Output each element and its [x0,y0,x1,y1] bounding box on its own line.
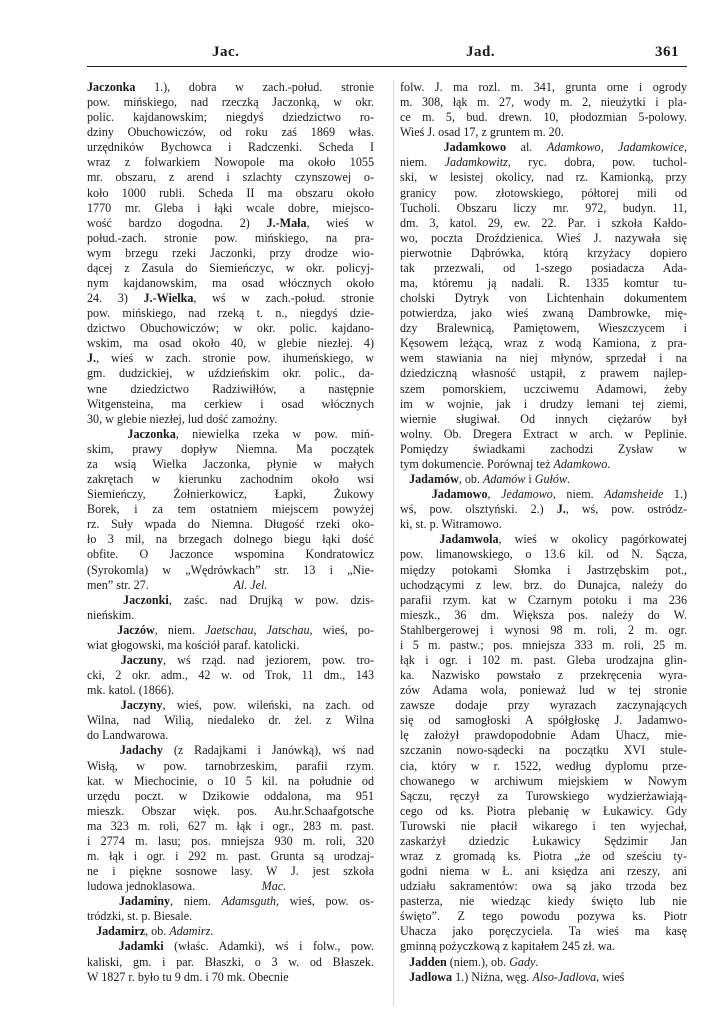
text-line: niem. Jadamkowitz, ryc. dobra, pow. tuchol- [400,155,687,170]
text-line: potwierdza, jako wieś zwaną Dambrowke, mię- [400,306,687,321]
text-line: Witgensteina, ma cerkiew i osad włócznych [87,396,374,411]
text-line: wem stawiania na niej młynów, sprzedał i na [400,351,687,366]
text-line: Borek, i za tem ostatniem miejscem powyżej [87,502,374,517]
running-header-center: Jad. [466,44,496,60]
text-line: Jaczonka 1.), dobra w zach.-połud. stronie [87,80,374,94]
text-line: koło 1000 rubli. Scheda II ma obszaru około [87,185,374,200]
text-line: gm. dudzickiej, w uździeńskim okr. polic., da- [87,366,374,381]
text-line: Stahlbergerowej i wynosi 98 m. roli, 2 m. ogr. [400,622,687,637]
text-line: do Landwarowa. [87,728,169,743]
text-line: ne i piękne sosnowe lasy. W J. jest szkoła [87,864,374,879]
text-line: dziedziczną własność ustąpił, z prawem najlep- [400,366,687,381]
text-line: ma, któremu ją nadali. R. 1335 komtur tu- [400,276,687,291]
text-line: Wisłą, w pow. tarnobrzeskim, parafii rzym. [87,758,374,773]
text-line: Jadamki (właśc. Adamki), wś i folw., pow. [118,939,374,954]
text-line: ski, w lesistej okolicy, nad rz. Kamionką, przy [400,170,687,185]
column-divider [393,80,394,1006]
text-line: gminną pożyczkową z kapitałem 245 zł. wa. [400,939,615,954]
text-line: Jaczonki, zaśc. nad Drujką w pow. dzis- [123,592,374,607]
running-header-left: Jac. [212,44,240,60]
text-line: Jaczyny, wieś, pow. wileński, na zach. od [120,698,374,713]
text-line: zaskarżył dziedzic Łukawicy Sędzimir Jan [400,833,687,848]
text-line: ka. Nazwisko powstało z przekręcenia wyra- [400,668,687,683]
text-line: zakrętach w kierunku zachodnim około wsi [87,472,374,487]
text-line: chowanego w archiwum miejskiem w Nowym [400,773,687,788]
text-line: dzictwo Obuchowiczów; w okr. polic. kajdano- [87,321,374,336]
text-line: Tucholi. Obszaru liczy mr. 972, budyn. 11, [400,200,687,215]
text-line: mk. katol. (1866). [87,683,174,698]
text-line: cego od ks. Piotra plebanię w Łukawicy. Gdy [400,803,687,818]
text-line: Uhacza jako poręczyciela. Ta wieś ma kasę [400,924,687,939]
text-line: pow. limanowskiego, o 13.6 kil. od N. Sącza, [400,547,687,562]
text-line: Jaczuny, wś rząd. nad jeziorem, pow. tro- [120,652,374,667]
text-line: urzędników Bychowca i Radczenki. Scheda I [87,140,374,155]
text-line: obfite. O Jaczonce wspomina Kondratowicz [87,547,374,562]
text-line: szczanin nowo-sądecki na początku XVI stule- [400,743,687,758]
text-line: m. 308, łąk m. 27, wody m. 2, nieużytki i pla- [400,95,687,110]
text-line: dm. 3, katol. 29, ew. 22. Par. i szkoła Kałdo- [400,215,687,230]
text-line: ludowa jednoklasowa. Mac. [87,879,287,894]
text-line: Jadamów, ob. Adamów i Gułów. [409,472,571,487]
text-line: wskim, ma osad około 40, w glebie niezłej. 4) [87,336,374,351]
text-line: zawsze dodaje przy wyrazach zaczynających [400,698,687,713]
text-line: dziny Obuchowiczów, od roku zaś 1869 włas. [87,125,374,140]
text-line: dącej z Zasula do Siemieńczyc, w okr. policyj- [87,260,374,275]
text-line: Turowski nie płacił wikarego i ten wyjechał, [400,818,687,833]
text-line: uchodzącymi z lew. brz. do Dunajca, należy do [400,577,687,592]
text-line: wiernie sługiwał. Od innych ciężarów był [400,411,687,426]
text-line: wo, poczta Droździenica. Wieś J. nazywała się [400,230,687,245]
text-line: nym kajdanowskim, ma osad włócznych około [87,276,374,291]
text-line: ce m. 5, bud. drewn. 10, płodozmian 5-polowy. [400,110,687,125]
text-line: mieszk. Obszar więk. pos. Au.hr.Schaafgotsche [87,803,374,818]
text-line: wś, pow. olsztyński. 2.) J., wś, pow. ostródz- [400,502,687,517]
text-line: wym brzegu rzeki Jaczonki, przy drodze wio- [87,245,374,260]
text-line: J., wieś w zach. stronie pow. ihumeńskiego, w [87,351,374,366]
text-line: Jadden (niem.), ob. Gady. [409,954,539,969]
text-line: Jadamwola, wieś w okolicy pagórkowatej [439,532,687,547]
text-line: wiat głogowski, ma kościół paraf. katolicki. [87,637,300,652]
text-line: godni niema w Ł. ani księdza ani rzeszy, ani [400,864,687,879]
text-line: cia, który w r. 1522, według dyplomu prze- [400,758,687,773]
text-line: Pomiędzy świadkami zachodzi Zysław w [400,441,687,456]
text-line: lę założył prawdopodobnie Adam Uhacz, mie- [400,728,687,743]
text-line: pasterza, nie wiedząc kiedy święto lub nie [400,894,687,909]
text-line: wne dziedzictwo Radziwiłłów, a następnie [87,381,374,396]
text-line: ki, st. p. Witramowo. [400,517,502,532]
text-line: nieńskim. [87,607,135,622]
text-line: Sączu, ręczył za Turowskiego wydzierżawiają- [400,788,687,803]
text-line: ło 3 mil, na brzegach dolnego biegu łąki dość [87,532,374,547]
text-line: ma 323 m. roli, 627 m. łąk i ogr., 283 m. past. [87,818,374,833]
text-line: święto”. Z tego powodu pozywa ks. Piotr [400,909,687,924]
text-line: Jadamkowo al. Adamkowo, Jadamkowice, [443,140,687,155]
right-text-column [400,80,687,985]
text-line: pow. mińskiego, nad rzeką t. n., niegdyś dzie- [87,306,374,321]
text-line: folw. J. ma rozl. m. 341, grunta orne i ogrody [400,80,687,94]
text-line: kat. w Miechocinie, o 10 5 kil. na południe od [87,773,374,788]
text-line: urzędu poczt. w Dzikowie oddalona, ma 951 [87,788,374,803]
text-line: 1770 mr. Gleba i łąki wcale dobre, miejsco- [87,200,374,215]
text-line: się od samogłoski A spółgłoskę J. Jadamwo- [400,713,687,728]
text-line: między potokami Słomka i Jastrzębskim pot., [400,562,687,577]
text-line: Jaczów, niem. Jaetschau, Jatschau, wieś, po- [117,622,374,637]
text-line: Jadamirz, ob. Adamirz. [96,924,214,939]
text-line: Siemieńczy, Żołnierkowicz, Łapki, Żukowy [87,487,374,502]
text-line: m. łąk i ogr. i 292 m. past. Grunta są urodzaj- [87,848,374,863]
text-line: i 2774 m. lasu; pos. mniejsza 930 m. roli, 320 [87,833,374,848]
text-line: wraz z folwarkiem Nowopole ma około 1055 [87,155,374,170]
header-rule [87,66,687,67]
text-line: mieszk., 36 dm. Większa pos. należy do W. [400,607,687,622]
text-line: szem pomorskiem, uczciwemu Adamowi, żeby [400,381,687,396]
text-line: 30, w glebie niezłej, lud dość zamożny. [87,411,278,426]
text-line: Jadaminy, niem. Adamsguth, wieś, pow. os- [118,894,374,909]
text-line: udziału sakramentów: owa są jako trzoda bez [400,879,687,894]
page-number: 361 [655,44,679,60]
text-line: men” str. 27. Al. Jel. [87,577,268,592]
text-line: Jadamowo, Jedamowo, niem. Adamsheide 1.) [431,487,687,502]
text-line: granicy pow. złotowskiego, półtorej mili od [400,185,687,200]
text-line: połud.-zach. stronie pow. mińskiego, na pra- [87,230,374,245]
text-line: mr. obszaru, z arend i szlachty czynszowej o- [87,170,374,185]
text-line: tródzki, st. p. Biesale. [87,909,193,924]
text-line: Kęsowem leżącą, wraz z wodą Kamiona, z pra- [400,336,687,351]
text-line: pow. mińskiego, nad rzeczką Jaczonką, w okr. [87,95,374,110]
text-line: W 1827 r. było tu 9 dm. i 70 mk. Obecnie [87,969,289,984]
text-line: cholski Dytryk von Lichtenhain dokumentem [400,291,687,306]
text-line: im w wojnie, jak i drudzy lemani tej ziemi, [400,396,687,411]
text-line: i 5 m. pastw.; pos. mniejsza 333 m. roli, 25 m. [400,637,687,652]
text-line: Jadlowa 1.) Niżna, węg. Also-Jadlova, wieś [409,969,625,984]
text-line: polic. kajdanowskim; niegdyś dziedzictwo ro- [87,110,374,125]
text-line: pierwotnie Dąbrówka, którą krzyżacy dopiero [400,245,687,260]
text-line: tym dokumencie. Porównaj też Adamkowo. [400,456,611,471]
left-text-column [87,80,374,985]
text-line: zów Adama wola, ponieważ lud w tej stronie [400,683,687,698]
text-line: za wsią Wielka Jaczonka, płynie w małych [87,456,374,471]
text-line: Wilna, nad Wilią, niedaleko dr. żel. z Wilna [87,713,374,728]
text-line: wość bardzo dogodna. 2) J.-Mała, wieś w [87,215,374,230]
text-line: łąk i ogr. i 102 m. past. Gleba urodzajna glin- [400,652,687,667]
text-line: Wieś J. osad 17, z gruntem m. 20. [400,125,564,140]
text-line: skim, prawy dopływ Niemna. Ma początek [87,441,374,456]
text-line: tak przezwali, od 1-szego posiadacza Ada- [400,260,687,275]
text-line: cki, 2 okr. adm., 42 w. od Trok, 11 dm., 143 [87,668,374,683]
text-line: Jadachy (z Radajkami i Janówką), wś nad [119,743,374,758]
text-line: 24. 3) J.-Wielka, wś w zach.-połud. stronie [87,291,374,306]
text-line: dzy Bralewnicą, Pamiętowem, Wieszczycem i [400,321,687,336]
text-line: wolny. Ob. Dregera Extract w arch. w Peplinie. [400,426,687,441]
text-line: wraz z gromadą ks. Piotra „że od sześciu ty- [400,848,687,863]
text-line: kaliski, gm. i par. Błaszki, o 3 w. od Błaszek. [87,954,374,969]
text-line: rz. Suły wpada do Niemna. Długość rzeki oko- [87,517,374,532]
text-line: Jaczonka, niewielka rzeka w pow. miń- [127,426,374,441]
text-line: parafii rzym. kat w Czarnym potoku i ma 236 [400,592,687,607]
text-line: (Syrokomla) w „Wędrówkach” str. 13 i „Nie- [87,562,374,577]
